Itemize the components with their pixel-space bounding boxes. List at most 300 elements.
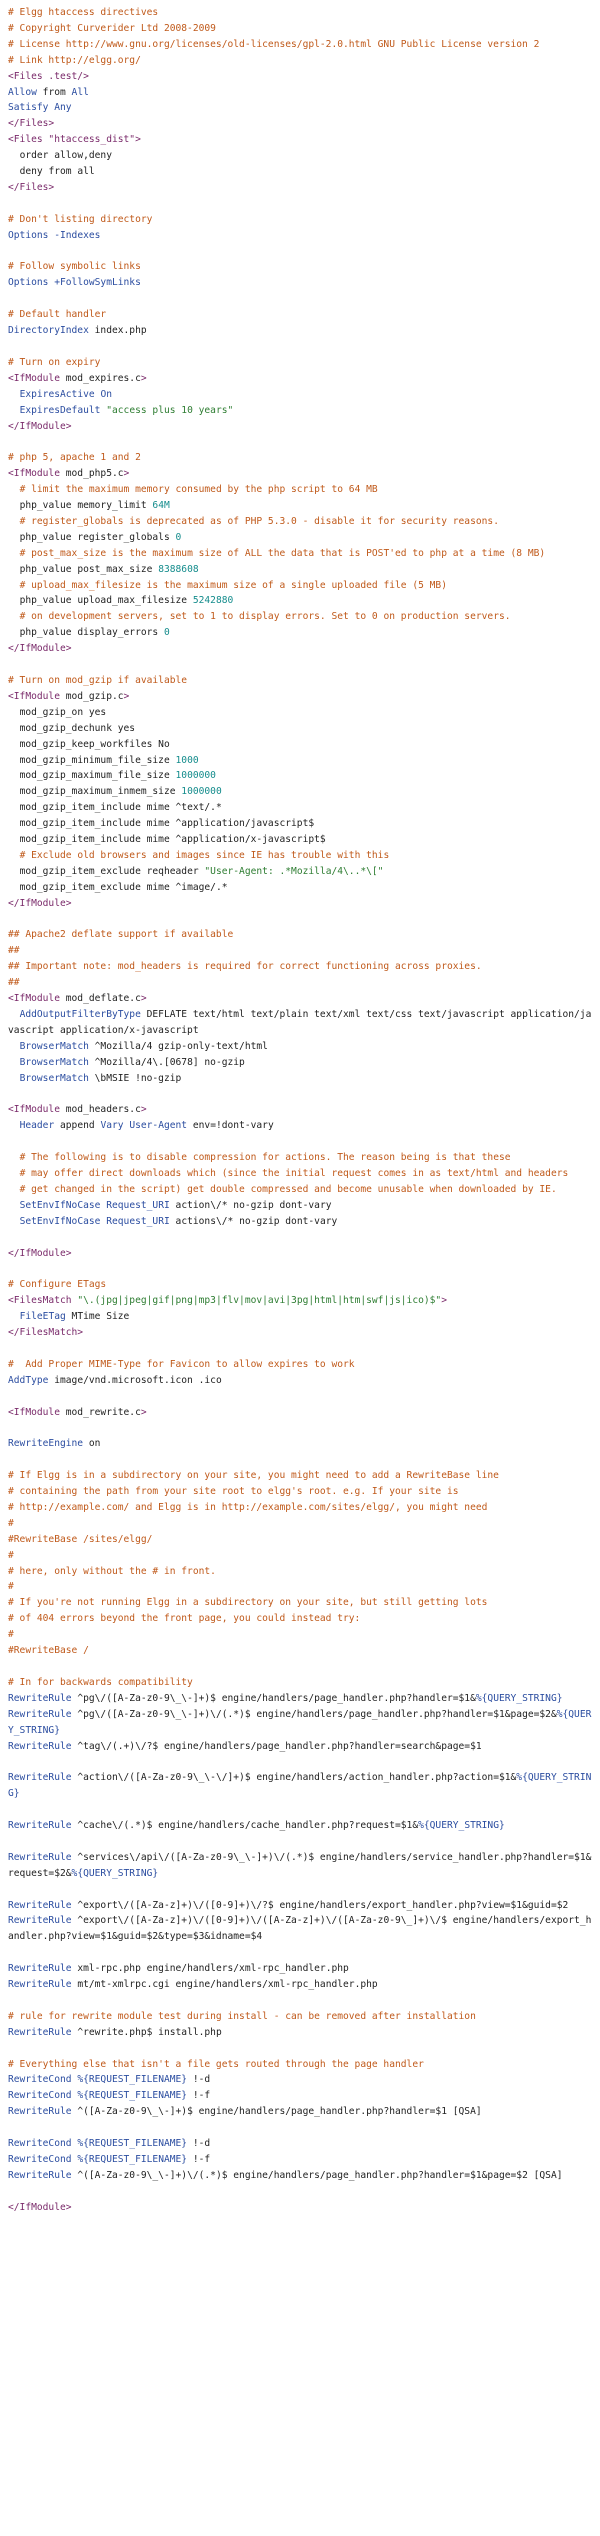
code-token: # Follow symbolic links xyxy=(8,261,141,273)
code-token xyxy=(8,1120,20,1131)
code-token: BrowserMatch xyxy=(19,1056,89,1068)
code-token: mod_headers.c xyxy=(59,1104,141,1116)
code-token: Header xyxy=(19,1120,55,1132)
code-line xyxy=(8,1913,592,1945)
code-token: 0 xyxy=(175,531,182,543)
code-line xyxy=(8,1500,592,1516)
code-token: # In for backwards compatibility xyxy=(8,1676,193,1688)
code-token: > xyxy=(441,1295,447,1307)
code-token: !-f xyxy=(187,2090,211,2102)
code-line xyxy=(8,1134,592,1150)
code-token: RewriteCond xyxy=(8,2153,72,2165)
code-line xyxy=(8,498,592,514)
code-line xyxy=(8,1420,592,1436)
code-line xyxy=(8,1993,592,2009)
code-token: </IfModule> xyxy=(8,2201,72,2213)
code-token: env=!dont-vary xyxy=(187,1120,274,1132)
code-line xyxy=(8,403,592,419)
code-line xyxy=(8,323,592,339)
code-token: mod_rewrite.c xyxy=(59,1406,141,1418)
code-token: %{QUERY_STRING} xyxy=(71,1867,159,1879)
code-line xyxy=(8,1405,592,1421)
code-line xyxy=(8,1230,592,1246)
code-line xyxy=(8,546,592,562)
code-line xyxy=(8,832,592,848)
code-token: %{QUERY_STRING} xyxy=(475,1692,563,1704)
code-token xyxy=(8,405,20,416)
code-line xyxy=(8,721,592,737)
code-token: > xyxy=(140,372,147,384)
code-line xyxy=(8,2120,592,2136)
code-token: # Exclude old browsers and images since IE has trouble with this xyxy=(8,849,390,861)
code-token: DEFLATE text/html text/plain text/xml text/css text/javascript application/javascript application/x-javascript xyxy=(8,1008,592,1036)
code-token: </IfModule> xyxy=(8,420,72,432)
code-token: ^([A-Za-z0-9\_\-]+)\/(.*)$ engine/handlers/page_handler.php?handler=$1&page=$2 [QSA] xyxy=(71,2169,563,2181)
code-line xyxy=(8,705,592,721)
code-line xyxy=(8,1087,592,1103)
code-token: +FollowSymLinks xyxy=(54,277,141,289)
code-token: > xyxy=(140,993,147,1005)
code-token: > xyxy=(123,690,130,702)
code-token: > xyxy=(123,468,130,480)
code-token: mod_gzip.c xyxy=(59,690,124,702)
code-token: # The following is to disable compression for actions. The reason being is that these xyxy=(8,1152,511,1164)
code-token: from xyxy=(36,86,72,98)
code-token: ExpiresActive xyxy=(19,388,95,400)
code-token: Vary xyxy=(100,1120,124,1132)
code-line xyxy=(8,450,592,466)
code-line xyxy=(8,2088,592,2104)
code-line xyxy=(8,784,592,800)
code-token: php_value register_globals xyxy=(8,531,176,543)
code-token: # License http://www.gnu.org/licenses/old-licenses/gpl-2.0.html GNU Public License version 2 xyxy=(8,38,540,50)
code-token: RewriteRule xyxy=(8,2169,72,2181)
code-token: ^pg\/([A-Za-z0-9\_\-]+)$ engine/handlers/page_handler.php?handler=$1& xyxy=(71,1692,476,1704)
code-token: 1000 xyxy=(175,754,199,766)
code-token: # http://example.com/ and Elgg is in http://example.com/sites/elgg/, you might need xyxy=(8,1501,488,1513)
code-token: BrowserMatch xyxy=(19,1072,89,1084)
code-token xyxy=(8,1200,20,1211)
code-token: mod_gzip_item_include mime ^application/x-javascript$ xyxy=(8,834,326,846)
code-token: ^rewrite.php$ install.php xyxy=(71,2026,222,2038)
code-line xyxy=(8,625,592,641)
code-token: Request_URI xyxy=(106,1199,170,1211)
code-token: \bMSIE !no-gzip xyxy=(88,1072,182,1084)
code-line xyxy=(8,912,592,928)
code-token: %{QUERY_STRING} xyxy=(418,1820,505,1832)
code-token: ## Apache2 deflate support if available xyxy=(8,929,234,941)
code-line xyxy=(8,737,592,753)
code-line xyxy=(8,2025,592,2041)
code-line xyxy=(8,1182,592,1198)
code-token: ^tag\/(.+)\/?$ engine/handlers/page_handler.php?handler=search&page=$1 xyxy=(71,1740,482,1752)
code-token: # rule for rewrite module test during install - can be removed after installation xyxy=(8,2010,476,2022)
code-line xyxy=(8,2009,592,2025)
code-line xyxy=(8,196,592,212)
code-token: </IfModule> xyxy=(8,1247,72,1259)
code-line xyxy=(8,1373,592,1389)
code-token xyxy=(8,1073,20,1084)
code-token: RewriteRule xyxy=(8,1899,72,1911)
code-token: # Configure ETags xyxy=(8,1279,107,1291)
code-token: # Elgg htaccess directives xyxy=(8,7,159,18)
code-line xyxy=(8,228,592,244)
code-line xyxy=(8,291,592,307)
code-line xyxy=(8,641,592,657)
code-line xyxy=(8,244,592,260)
code-token: action\/* no-gzip dont-vary xyxy=(169,1199,332,1211)
code-token: SetEnvIfNoCase xyxy=(19,1199,101,1211)
code-token: image/vnd.microsoft.icon .ico xyxy=(48,1374,222,1386)
code-line xyxy=(8,1055,592,1071)
code-line xyxy=(8,2104,592,2120)
code-token: ^([A-Za-z0-9\_\-]+)$ engine/handlers/page_handler.php?handler=$1 [QSA] xyxy=(71,2106,482,2118)
code-token: <Files .test/> xyxy=(8,70,89,82)
code-line xyxy=(8,896,592,912)
code-token: # Copyright Curverider Ltd 2008-2009 xyxy=(8,22,216,34)
code-token: # If you're not running Elgg in a subdirectory on your site, but still getting lots xyxy=(8,1597,488,1609)
code-line xyxy=(8,1802,592,1818)
code-line xyxy=(8,2057,592,2073)
code-token: AddType xyxy=(8,1374,49,1386)
code-token: <IfModule xyxy=(8,1104,60,1116)
code-token: %{REQUEST_FILENAME} xyxy=(77,2153,188,2165)
code-line xyxy=(8,1102,592,1118)
code-line xyxy=(8,1977,592,1993)
code-token: RewriteEngine xyxy=(8,1438,84,1450)
code-token: <IfModule xyxy=(8,993,60,1005)
code-token: %{QUERY_STRING} xyxy=(8,1772,592,1800)
code-line xyxy=(8,37,592,53)
code-line xyxy=(8,1532,592,1548)
code-token: > xyxy=(140,1104,147,1116)
code-line xyxy=(8,5,592,21)
code-token: mod_expires.c xyxy=(59,372,141,384)
code-token: ## xyxy=(8,945,20,957)
code-token: "\.(jpg|jpeg|gif|png|mp3|flv|mov|avi|3pg|html|htm|swf|js|ico)$" xyxy=(77,1295,442,1307)
code-token: > xyxy=(140,1406,147,1418)
code-token: %{QUERY_STRING} xyxy=(8,1708,592,1736)
code-token: xml-rpc.php engine/handlers/xml-rpc_handler.php xyxy=(71,1963,349,1975)
code-line xyxy=(8,1468,592,1484)
code-line xyxy=(8,753,592,769)
code-line xyxy=(8,975,592,991)
code-token: 64M xyxy=(152,500,170,512)
code-token: #RewriteBase / xyxy=(8,1645,89,1657)
code-token: All xyxy=(71,86,89,98)
code-line xyxy=(8,1659,592,1675)
code-token: RewriteRule xyxy=(8,1820,72,1832)
code-line xyxy=(8,1882,592,1898)
code-line xyxy=(8,816,592,832)
code-line xyxy=(8,673,592,689)
code-token: </IfModule> xyxy=(8,643,72,655)
code-token: RewriteCond xyxy=(8,2074,72,2086)
code-token: <IfModule xyxy=(8,690,60,702)
code-line xyxy=(8,1707,592,1739)
code-token: actions\/* no-gzip dont-vary xyxy=(169,1215,338,1227)
code-line xyxy=(8,1261,592,1277)
code-line xyxy=(8,593,592,609)
code-line xyxy=(8,100,592,116)
code-line xyxy=(8,1548,592,1564)
code-token: # here, only without the # in front. xyxy=(8,1565,216,1577)
code-token: mod_gzip_keep_workfiles No xyxy=(8,738,170,750)
code-token: Options xyxy=(8,277,49,289)
code-line xyxy=(8,1277,592,1293)
code-token: 5242880 xyxy=(192,595,234,607)
code-token: mod_gzip_item_exclude reqheader xyxy=(8,865,205,877)
code-line xyxy=(8,514,592,530)
code-line xyxy=(8,1961,592,1977)
code-line xyxy=(8,1691,592,1707)
code-token: ^Mozilla/4 gzip-only-text/html xyxy=(88,1040,268,1052)
code-line xyxy=(8,1357,592,1373)
code-token: %{REQUEST_FILENAME} xyxy=(77,2090,188,2102)
code-token: RewriteRule xyxy=(8,1963,72,1975)
code-token: # Don't listing directory xyxy=(8,213,153,225)
code-line xyxy=(8,2136,592,2152)
code-token: RewriteCond xyxy=(8,2090,72,2102)
code-token: Options xyxy=(8,229,49,241)
code-line xyxy=(8,1643,592,1659)
code-line xyxy=(8,1564,592,1580)
code-line xyxy=(8,21,592,37)
code-token: RewriteRule xyxy=(8,1692,72,1704)
code-line xyxy=(8,1484,592,1500)
code-line xyxy=(8,1166,592,1182)
code-token: %{REQUEST_FILENAME} xyxy=(77,2074,188,2086)
code-line xyxy=(8,562,592,578)
code-token: </FilesMatch> xyxy=(8,1327,84,1339)
code-token: mt/mt-xmlrpc.cgi engine/handlers/xml-rpc_handler.php xyxy=(71,1979,378,1991)
code-token: deny from all xyxy=(8,166,95,178)
code-token: ^Mozilla/4\.[0678] no-gzip xyxy=(88,1056,245,1068)
code-token: mod_gzip_minimum_file_size xyxy=(8,754,176,766)
code-token: 8388608 xyxy=(158,563,199,575)
code-token: mod_gzip_on yes xyxy=(8,706,107,718)
code-token: mod_gzip_item_include mime ^text/.* xyxy=(8,802,222,814)
code-line xyxy=(8,1341,592,1357)
code-token: ^export\/([A-Za-z]+)\/([0-9]+)\/([A-Za-z]+)\/([A-Za-z0-9\_]+)\/$ engine/handlers/export_handler.php?view=$1&guid=$2&type=$3&idname=$4 xyxy=(8,1915,592,1943)
code-token: # register_globals is deprecated as of PHP 5.3.0 - disable it for security reasons. xyxy=(8,515,499,527)
code-token: ^action\/([A-Za-z0-9\_\-\/]+)$ engine/handlers/action_handler.php?action=$1& xyxy=(71,1772,517,1784)
code-token: # Default handler xyxy=(8,309,107,321)
code-token: mod_gzip_maximum_inmem_size xyxy=(8,786,182,798)
code-line xyxy=(8,864,592,880)
code-token: 1000000 xyxy=(175,770,216,782)
code-token: ## Important note: mod_headers is required for correct functioning across proxies. xyxy=(8,961,482,973)
code-token: # xyxy=(8,1581,14,1593)
code-line xyxy=(8,1007,592,1039)
code-token: RewriteRule xyxy=(8,2026,72,2038)
code-token: ## xyxy=(8,977,20,989)
code-token: mod_gzip_maximum_file_size xyxy=(8,770,176,782)
code-line xyxy=(8,530,592,546)
code-token: RewriteCond xyxy=(8,2138,72,2150)
code-token: !-d xyxy=(187,2138,211,2150)
code-token xyxy=(8,1009,20,1020)
code-token: # Everything else that isn't a file gets routed through the page handler xyxy=(8,2058,424,2070)
code-line xyxy=(8,800,592,816)
code-line xyxy=(8,927,592,943)
code-token: On xyxy=(100,388,112,400)
code-token: append xyxy=(54,1120,101,1132)
code-token: # Add Proper MIME-Type for Favicon to allow expires to work xyxy=(8,1358,355,1370)
code-token: Any xyxy=(54,102,72,114)
code-line xyxy=(8,1595,592,1611)
code-token: 0 xyxy=(163,627,170,639)
code-line xyxy=(8,2168,592,2184)
code-line xyxy=(8,1611,592,1627)
code-token: # on development servers, set to 1 to display errors. Set to 0 on production servers. xyxy=(8,611,511,623)
code-line xyxy=(8,2152,592,2168)
code-line xyxy=(8,943,592,959)
code-token: mod_gzip_item_exclude mime ^image/.* xyxy=(8,881,228,893)
code-line xyxy=(8,1039,592,1055)
code-line xyxy=(8,307,592,323)
code-line xyxy=(8,1754,592,1770)
code-line xyxy=(8,1452,592,1468)
code-token: ^export\/([A-Za-z]+)\/([0-9]+)\/?$ engine/handlers/export_handler.php?view=$1&guid=$2 xyxy=(71,1899,569,1911)
code-token: BrowserMatch xyxy=(19,1040,89,1052)
code-line xyxy=(8,164,592,180)
code-token: mod_php5.c xyxy=(59,468,124,480)
code-line xyxy=(8,212,592,228)
code-token: php_value memory_limit xyxy=(8,500,153,512)
code-token: # xyxy=(8,1629,14,1641)
code-line xyxy=(8,1246,592,1262)
code-line xyxy=(8,259,592,275)
code-token: # Turn on mod_gzip if available xyxy=(8,674,188,686)
code-token: ExpiresDefault xyxy=(19,404,101,416)
code-token: mod_gzip_dechunk yes xyxy=(8,722,136,734)
code-line xyxy=(8,355,592,371)
code-line xyxy=(8,116,592,132)
code-token: AddOutputFilterByType xyxy=(19,1008,141,1020)
code-token: RewriteRule xyxy=(8,1915,72,1927)
code-token: "User-Agent: .*Mozilla/4\..*\[" xyxy=(204,865,384,877)
code-token: </Files> xyxy=(8,181,55,193)
code-token: # Turn on expiry xyxy=(8,356,101,368)
code-token: # upload_max_filesize is the maximum size of a single uploaded file (5 MB) xyxy=(8,579,447,591)
code-token: php_value post_max_size xyxy=(8,563,159,575)
code-line xyxy=(8,387,592,403)
code-line xyxy=(8,2184,592,2200)
code-token: RewriteRule xyxy=(8,1708,72,1720)
code-token: # xyxy=(8,1549,14,1561)
code-token: # may offer direct downloads which (since the initial request comes in as text/html and headers xyxy=(8,1168,569,1180)
code-line xyxy=(8,1198,592,1214)
code-token: RewriteRule xyxy=(8,1979,72,1991)
code-line xyxy=(8,275,592,291)
code-line xyxy=(8,1389,592,1405)
code-line xyxy=(8,53,592,69)
code-token: User-Agent xyxy=(129,1120,188,1132)
code-token: %{REQUEST_FILENAME} xyxy=(77,2138,188,2150)
code-line xyxy=(8,466,592,482)
code-token xyxy=(8,1216,20,1227)
code-token: # containing the path from your site root to elgg's root. e.g. If your site is xyxy=(8,1486,459,1498)
code-line xyxy=(8,1850,592,1882)
code-token: #RewriteBase /sites/elgg/ xyxy=(8,1533,153,1545)
code-token: Allow xyxy=(8,86,37,98)
code-line xyxy=(8,69,592,85)
code-token: -Indexes xyxy=(54,229,101,241)
code-token: RewriteRule xyxy=(8,2106,72,2118)
code-line xyxy=(8,1325,592,1341)
code-token: ^cache\/(.*)$ engine/handlers/cache_handler.php?request=$1& xyxy=(71,1820,419,1832)
code-line xyxy=(8,1309,592,1325)
code-line xyxy=(8,1118,592,1134)
code-token: ^services\/api\/([A-Za-z0-9\_\-]+)\/(.*)$ engine/handlers/service_handler.php?handler=$1&request=$2& xyxy=(8,1851,592,1879)
code-token: index.php xyxy=(88,325,147,337)
code-line xyxy=(8,434,592,450)
code-line xyxy=(8,657,592,673)
code-line xyxy=(8,2200,592,2216)
code-token: FileETag xyxy=(19,1311,66,1323)
code-line xyxy=(8,1898,592,1914)
code-token: Request_URI xyxy=(106,1215,170,1227)
code-line xyxy=(8,371,592,387)
code-token xyxy=(8,1057,20,1068)
code-token: # If Elgg is in a subdirectory on your site, you might need to add a RewriteBase line xyxy=(8,1470,499,1482)
code-token: # Link http://elgg.org/ xyxy=(8,54,141,66)
code-token: 1000000 xyxy=(181,786,222,798)
code-token xyxy=(8,389,20,400)
code-line xyxy=(8,1770,592,1802)
code-line xyxy=(8,991,592,1007)
code-token: <IfModule xyxy=(8,1406,60,1418)
code-token: !-d xyxy=(187,2074,211,2086)
code-line xyxy=(8,768,592,784)
code-line xyxy=(8,2072,592,2088)
code-token: # limit the maximum memory consumed by the php script to 64 MB xyxy=(8,484,378,496)
code-line xyxy=(8,2041,592,2057)
code-token: <FilesMatch xyxy=(8,1295,72,1307)
code-token: mod_gzip_item_include mime ^application/javascript$ xyxy=(8,818,315,830)
code-line xyxy=(8,419,592,435)
code-line xyxy=(8,339,592,355)
code-line xyxy=(8,609,592,625)
code-line xyxy=(8,1436,592,1452)
code-token: # post_max_size is the maximum size of ALL the data that is POST'ed to php at a time (8 MB) xyxy=(8,547,546,559)
code-line xyxy=(8,689,592,705)
code-line xyxy=(8,880,592,896)
code-token: order allow,deny xyxy=(8,150,112,162)
code-line xyxy=(8,1945,592,1961)
code-token: on xyxy=(83,1438,101,1450)
code-token: php_value display_errors xyxy=(8,627,164,639)
code-line xyxy=(8,1834,592,1850)
code-line xyxy=(8,959,592,975)
code-line xyxy=(8,1675,592,1691)
code-token: # of 404 errors beyond the front page, you could instead try: xyxy=(8,1613,361,1625)
code-line xyxy=(8,1071,592,1087)
code-token: mod_deflate.c xyxy=(59,993,141,1005)
code-token xyxy=(8,1041,20,1052)
code-token: RewriteRule xyxy=(8,1851,72,1863)
code-line xyxy=(8,1579,592,1595)
code-token xyxy=(8,1311,20,1322)
code-token: <IfModule xyxy=(8,468,60,480)
code-token: # php 5, apache 1 and 2 xyxy=(8,452,141,464)
code-token: DirectoryIndex xyxy=(8,325,89,337)
code-line xyxy=(8,1818,592,1834)
code-token: Satisfy xyxy=(8,102,49,114)
code-line xyxy=(8,180,592,196)
code-line xyxy=(8,848,592,864)
